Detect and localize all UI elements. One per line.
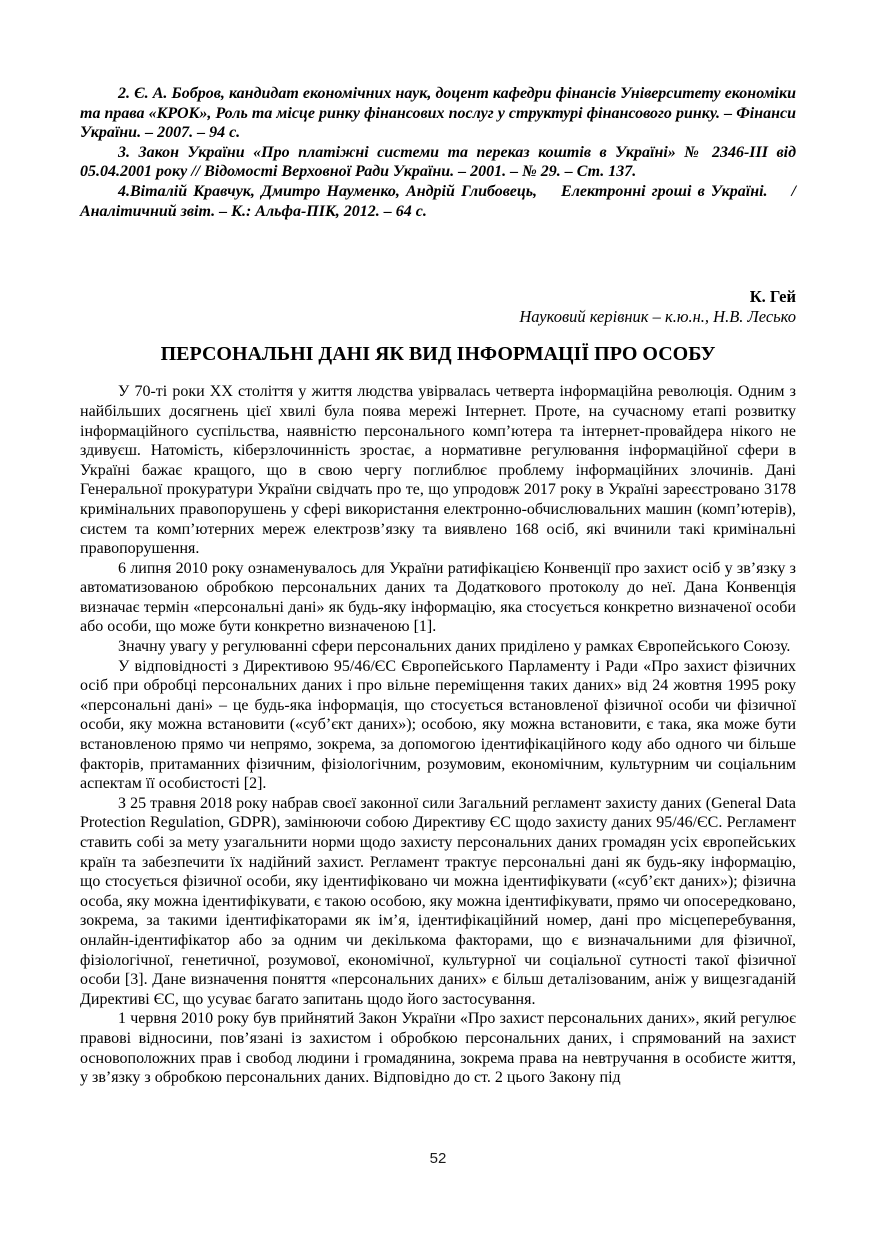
article-title: ПЕРСОНАЛЬНІ ДАНІ ЯК ВИД ІНФОРМАЦІЇ ПРО ОСОБУ xyxy=(160,343,716,366)
page-number: 52 xyxy=(429,1150,447,1167)
body-paragraph: У 70-ті роки ХХ століття у життя людства увірвалась четверта інформаційна революція. Одним з найбільших досягнень цієї хвилі була поява мережі Інтернет. Проте, на сучасному етапі розвитку інформаційного суспільства, наявністю персонального комп’ютера та інтернет-провайдера нікого не здивуєш. Натомість, кіберзлочинність зростає, а нормативне регулювання інформаційної сфери в Україні бажає кращого, що в свою чергу поглиблює проблему інформаційних злочинів. Дані Генеральної прокуратури України свідчать про те, що упродовж 2017 року в Україні зареєстровано 3178 кримінальних правопорушень у сфері використання електронно-обчислювальних машин (комп’ютерів), систем та комп’ютерних мереж електрозв’язку та виявлено 168 осіб, які вчинили такі кримінальні правопорушення. xyxy=(80,383,796,558)
body-paragraph: 1 червня 2010 року був прийнятий Закон України «Про захист персональних даних», який регулює правові відносини, пов’язані із захистом і обробкою персональних даних, і спрямований на захист основоположних прав і свобод людини і громадянина, зокрема права на невтручання в особисте життя, у зв’язку з обробкою персональних даних. Відповідно до ст. 2 цього Закону під xyxy=(80,1010,796,1087)
reference-entry: 2. Є. А. Бобров, кандидат економічних наук, доцент кафедри фінансів Університету економіки та права «КРОК», Роль та місце ринку фінансових послуг у структурі фінансового ринку. – Фінанси України. – 2007. – 94 с. xyxy=(80,85,796,142)
article-body xyxy=(80,382,796,1087)
references-list xyxy=(80,84,796,221)
body-paragraph: 6 липня 2010 року ознаменувалось для України ратифікацією Конвенції про захист осіб у зв’язку з автоматизованою обробкою персональних даних та Додаткового протоколу до неї. Дана Конвенція визначає термін «персональні дані» як будь-яку інформацію, яка стосується конкретно визначеної особи або особи, що може бути конкретно визначеною [1]. xyxy=(80,559,796,636)
supervisor-line: Науковий керівник – к.ю.н., Н.В. Лесько xyxy=(519,306,796,326)
body-paragraph: У відповідності з Директивою 95/46/ЄС Європейського Парламенту і Ради «Про захист фізичних осіб при обробці персональних даних і про вільне переміщення таких даних» від 24 жовтня 1995 року «персональні дані» – це будь-яка інформація, що стосується встановленої фізичної особи чи фізичної особи, яку можна встановити («суб’єкт даних»); особою, яку можна встановити, є така, яка може бути встановленою прямо чи непрямо, зокрема, за допомогою ідентифікаційного коду або одного чи більше факторів, притаманних фізичним, фізіологічним, розумовим, економічним, культурним чи соціальним аспектам її особистості [2]. xyxy=(80,657,796,793)
byline xyxy=(80,287,796,326)
body-paragraph: З 25 травня 2018 року набрав своєї законної сили Загальний регламент захисту даних (General Data Protection Regulation, GDPR), замінюючи собою Директиву ЄС щодо захисту даних 95/46/ЄС. Регламент ставить собі за мету узагальнити норми щодо захисту персональних даних громадян усіх європейських країн та забезпечити їх надійний захист. Регламент трактує персональні дані як будь-яку інформацію, що стосується фізичної особи, яку ідентифіковано чи можна ідентифікувати («суб’єкт даних»); фізична особа, яку можна ідентифікувати, є такою особою, яку можна ідентифікувати, прямо чи опосередковано, зокрема, за такими ідентифікаторами як ім’я, ідентифікаційний номер, дані про місцеперебування, онлайн-ідентифікатор або за одним чи декількома факторами, що є визначальними для фізичної, фізіологічної, генетичної, розумової, економічної, культурної чи соціальної сутності такої фізичної особи [3]. Дане визначення поняття «персональних даних» є більш деталізованим, аніж у вищезгаданій Директиві ЄС, що усуває багато запитань щодо його застосування. xyxy=(80,794,796,1008)
body-paragraph: Значну увагу у регулюванні сфери персональних даних приділено у рамках Європейського Союзу. xyxy=(118,638,791,656)
author-name: К. Гей xyxy=(749,287,796,307)
reference-entry: 4.Віталій Кравчук, Дмитро Науменко, Андрій Глибовець, Електронні гроші в Україні. / Аналітичний звіт. – К.: Альфа-ПІК, 2012. – 64 с. xyxy=(80,182,796,220)
reference-entry: 3. Закон України «Про платіжні системи та переказ коштів в Україні» № 2346-ІІІ від 05.04.2001 року // Відомості Верховної Ради України. – 2001. – № 29. – Ст. 137. xyxy=(80,143,796,181)
